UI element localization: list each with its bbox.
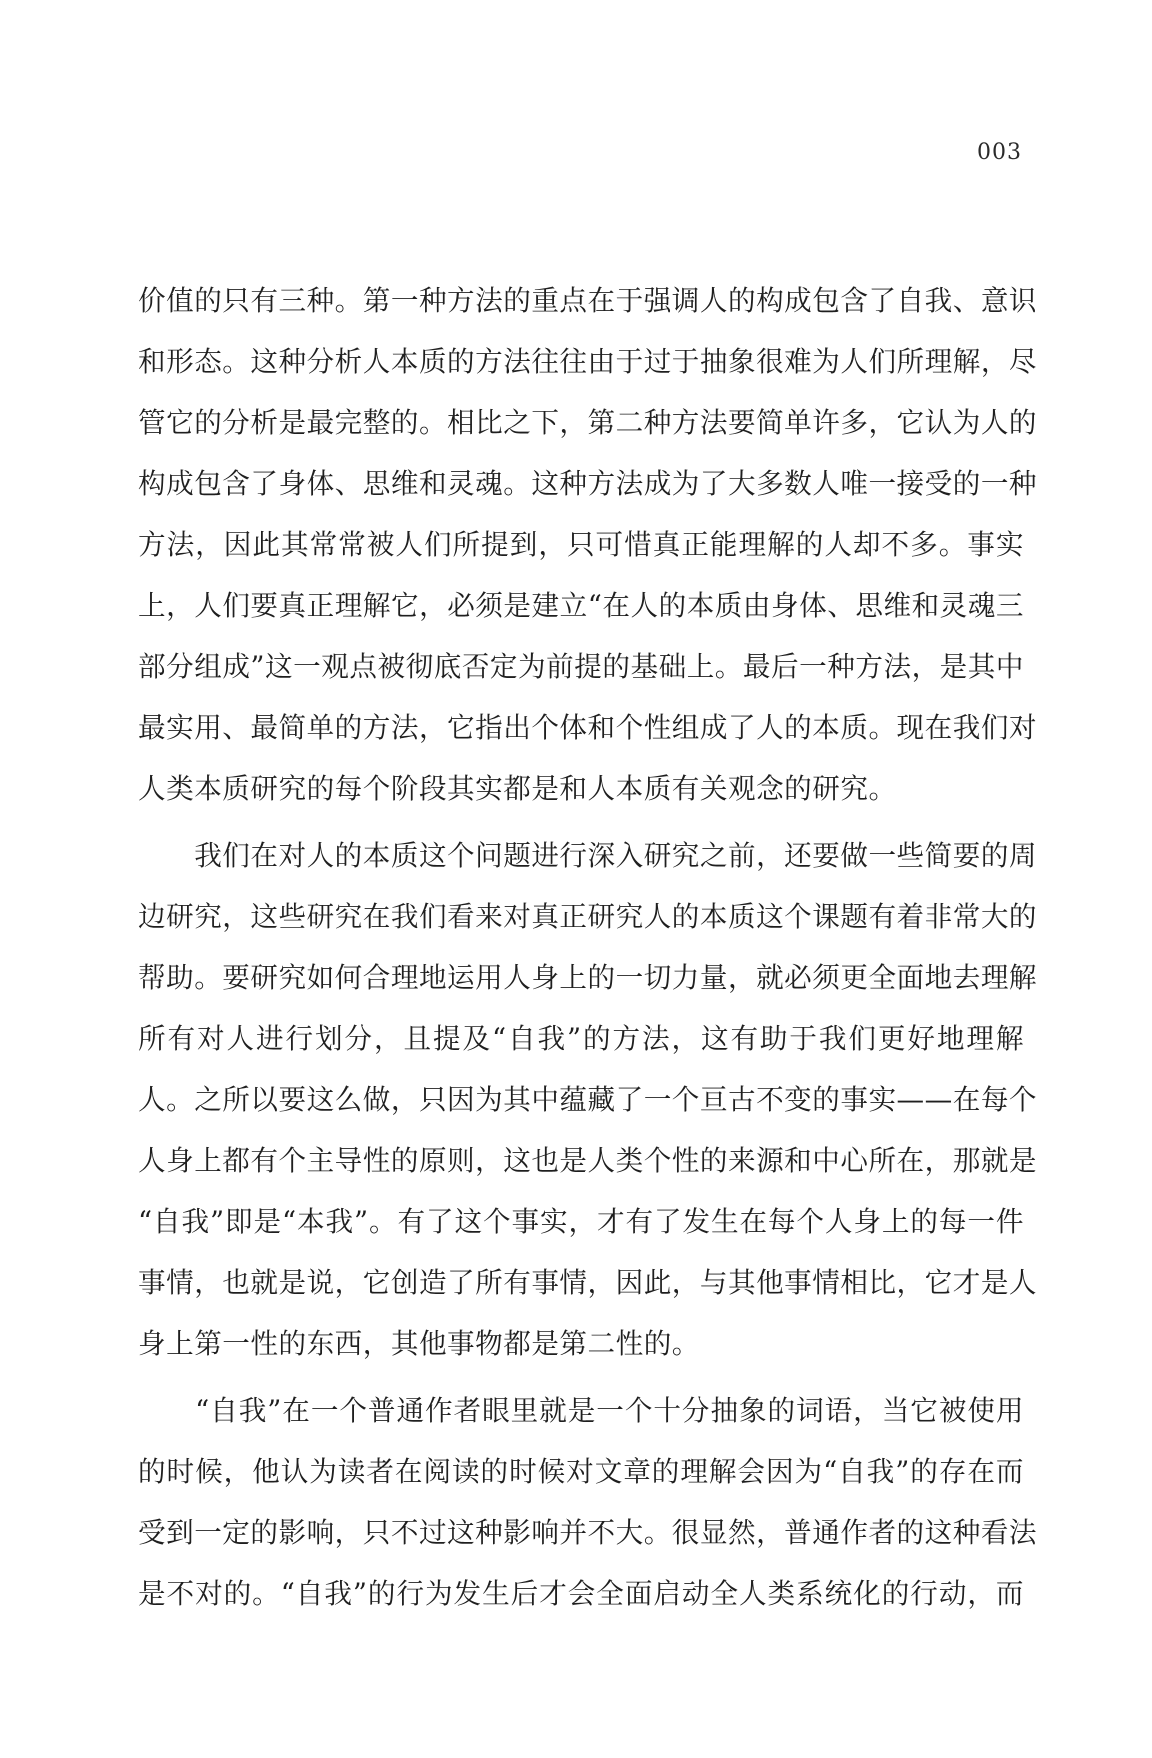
body-text [138,270,1038,1624]
text-line: 的时候，他认为读者在阅读的时候对文章的理解会因为“自我”的存在而 [138,1455,1024,1488]
text-line: “自我”即是“本我”。有了这个事实，才有了发生在每个人身上的每一件 [138,1205,1024,1238]
text-line: 事情，也就是说，它创造了所有事情，因此，与其他事情相比，它才是人 [138,1266,1038,1299]
text-line: 受到一定的影响，只不过这种影响并不大。很显然，普通作者的这种看法 [138,1516,1038,1549]
text-line: 管它的分析是最完整的。相比之下，第二种方法要简单许多，它认为人的 [138,406,1038,439]
text-line: 上，人们要真正理解它，必须是建立“在人的本质由身体、思维和灵魂三 [138,589,1024,622]
text-line: 方法，因此其常常被人们所提到，只可惜真正能理解的人却不多。事实 [138,528,1024,561]
text-line: 人身上都有个主导性的原则，这也是人类个性的来源和中心所在，那就是 [138,1144,1038,1177]
text-line: 和形态。这种分析人本质的方法往往由于过于抽象很难为人们所理解，尽 [138,345,1038,378]
text-line: 身上第一性的东西，其他事物都是第二性的。 [138,1327,700,1360]
text-line: 我们在对人的本质这个问题进行深入研究之前，还要做一些简要的周 [138,839,1038,872]
text-line: 所有对人进行划分，且提及“自我”的方法，这有助于我们更好地理解 [138,1022,1024,1055]
text-line: 人。之所以要这么做，只因为其中蕴藏了一个亘古不变的事实——在每个 [138,1083,1038,1116]
text-line: 帮助。要研究如何合理地运用人身上的一切力量，就必须更全面地去理解 [138,961,1038,994]
text-line: 人类本质研究的每个阶段其实都是和人本质有关观念的研究。 [138,772,897,805]
page-number: 003 [977,140,1022,165]
text-line: 边研究，这些研究在我们看来对真正研究人的本质这个课题有着非常大的 [138,900,1038,933]
text-line: 价值的只有三种。第一种方法的重点在于强调人的构成包含了自我、意识 [138,284,1038,317]
text-line: 是不对的。“自我”的行为发生后才会全面启动全人类系统化的行动，而 [138,1577,1024,1610]
text-line: 最实用、最简单的方法，它指出个体和个性组成了人的本质。现在我们对 [138,711,1038,744]
text-line: 构成包含了身体、思维和灵魂。这种方法成为了大多数人唯一接受的一种 [138,467,1038,500]
text-line: “自我”在一个普通作者眼里就是一个十分抽象的词语，当它被使用 [138,1394,1024,1427]
text-line: 部分组成”这一观点被彻底否定为前提的基础上。最后一种方法，是其中 [138,650,1024,683]
